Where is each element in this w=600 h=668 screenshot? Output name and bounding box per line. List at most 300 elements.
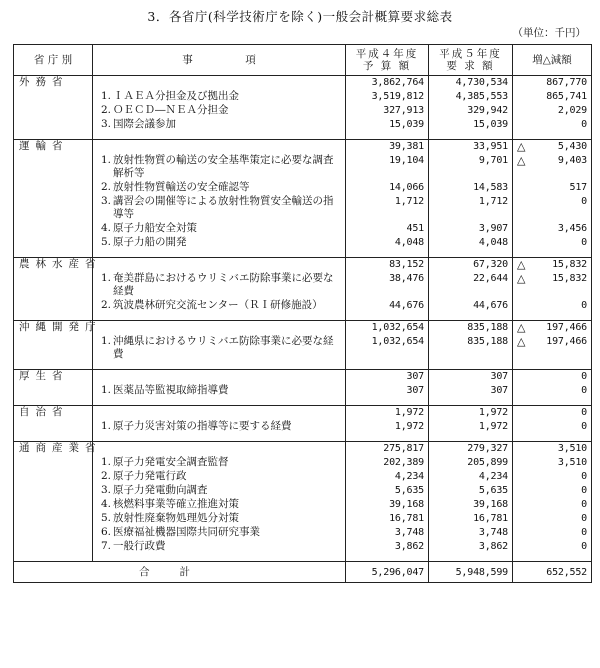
group-spacer: [14, 132, 592, 140]
diff-value: 0: [581, 407, 587, 418]
item-h5: 44,676: [429, 299, 513, 313]
diff-value: 5,430: [557, 141, 587, 152]
diff-value: 0: [581, 527, 587, 538]
decrease-triangle-icon: △: [517, 335, 526, 348]
spacer-cell: [14, 250, 93, 258]
ministry-blank: [14, 456, 93, 470]
item-number: 1.: [100, 154, 111, 166]
item-h4: 38,476: [346, 272, 429, 299]
item-h5: 4,234: [429, 470, 513, 484]
diff-cell: [513, 540, 592, 554]
ministry-blank: [14, 236, 93, 250]
item-label: [93, 470, 346, 484]
item-row: [14, 420, 592, 434]
diff-value: 15,832: [552, 259, 587, 270]
item-row: [14, 470, 592, 484]
diff-value: 197,466: [546, 322, 587, 333]
item-number: 1.: [100, 420, 111, 432]
spacer-cell: [429, 398, 513, 406]
item-row: [14, 540, 592, 554]
spacer-cell: [93, 250, 346, 258]
item-text: 放射性物質の輸送の安全基準策定に必要な調査解析等: [113, 154, 334, 179]
item-h5: 3,907: [429, 222, 513, 236]
item-row: [14, 484, 592, 498]
header-h5: [429, 45, 513, 76]
decrease-triangle-icon: △: [517, 321, 526, 334]
diff-value: 0: [581, 300, 587, 311]
item-h5: 39,168: [429, 498, 513, 512]
spacer-cell: [429, 362, 513, 370]
diff-value: 0: [581, 499, 587, 510]
spacer-cell: [346, 132, 429, 140]
ministry-item-blank: [93, 370, 346, 385]
decrease-triangle-icon: △: [517, 140, 526, 153]
item-text: 医療福祉機器国際共同研究事業: [113, 526, 260, 538]
diff-cell: [513, 442, 592, 457]
item-label: [93, 498, 346, 512]
diff-value: 0: [581, 513, 587, 524]
ministry-total-h4: 83,152: [346, 258, 429, 273]
ministry-total-h4: 3,862,764: [346, 76, 429, 91]
item-h4: 39,168: [346, 498, 429, 512]
ministry-total-h5: 33,951: [429, 140, 513, 155]
item-row: [14, 90, 592, 104]
item-number: 4.: [100, 498, 111, 510]
item-h5: 4,385,553: [429, 90, 513, 104]
item-label: [93, 195, 346, 222]
item-h5: 14,583: [429, 181, 513, 195]
ministry-blank: [14, 420, 93, 434]
decrease-triangle-icon: △: [517, 154, 526, 167]
diff-cell: [513, 272, 592, 299]
ministry-group: [14, 370, 592, 406]
ministry-total-h4: 307: [346, 370, 429, 385]
spacer-cell: [429, 132, 513, 140]
spacer-cell: [93, 434, 346, 442]
spacer-cell: [14, 398, 93, 406]
item-number: 1.: [100, 384, 111, 396]
item-text: 一般行政費: [113, 540, 166, 552]
item-text: 放射性物質輸送の安全確認等: [113, 181, 250, 193]
spacer-cell: [14, 362, 93, 370]
item-h4: 14,066: [346, 181, 429, 195]
ministry-name: 自治省: [14, 406, 93, 421]
diff-cell: [513, 512, 592, 526]
item-number: 1.: [100, 272, 111, 284]
ministry-blank: [14, 154, 93, 181]
diff-cell: [513, 236, 592, 250]
spacer-cell: [513, 398, 592, 406]
diff-cell: [513, 456, 592, 470]
document-title: 3．各省庁(科学技術庁を除く)一般会計概算要求総表: [147, 9, 453, 24]
item-text: 原子力発電行政: [113, 470, 187, 482]
item-h5: 22,644: [429, 272, 513, 299]
diff-cell: [513, 104, 592, 118]
item-row: [14, 498, 592, 512]
item-number: 7.: [100, 540, 111, 552]
spacer-cell: [346, 398, 429, 406]
diff-cell: [513, 321, 592, 336]
unit-label: （単位：千円）: [512, 27, 586, 39]
item-label: [93, 484, 346, 498]
spacer-cell: [513, 250, 592, 258]
diff-cell: [513, 299, 592, 313]
item-number: 6.: [100, 526, 111, 538]
item-row: [14, 526, 592, 540]
ministry-blank: [14, 470, 93, 484]
spacer-cell: [14, 313, 93, 321]
spacer-cell: [513, 132, 592, 140]
item-row: [14, 118, 592, 132]
item-row: [14, 222, 592, 236]
spacer-cell: [429, 250, 513, 258]
diff-value: 9,403: [557, 155, 587, 166]
item-h4: 1,712: [346, 195, 429, 222]
ministry-group: [14, 442, 592, 562]
item-row: [14, 104, 592, 118]
ministry-item-blank: [93, 442, 346, 457]
spacer-cell: [429, 554, 513, 562]
diff-cell: [513, 384, 592, 398]
diff-value: 867,770: [546, 77, 587, 88]
ministry-blank: [14, 104, 93, 118]
item-number: 2.: [100, 470, 111, 482]
item-row: [14, 384, 592, 398]
ministry-blank: [14, 526, 93, 540]
diff-value: 197,466: [546, 336, 587, 347]
ministry-total-h4: 1,032,654: [346, 321, 429, 336]
spacer-cell: [93, 362, 346, 370]
ministry-blank: [14, 195, 93, 222]
item-text: ＩＡＥＡ分担金及び拠出金: [113, 90, 239, 102]
ministry-total-row: [14, 258, 592, 273]
grand-total-section: [14, 562, 592, 583]
grand-total-h4: 5,296,047: [346, 562, 429, 583]
diff-value: 3,456: [557, 223, 587, 234]
diff-cell: [513, 484, 592, 498]
item-label: [93, 526, 346, 540]
item-label: [93, 456, 346, 470]
item-text: ＯＥＣＤ―ＮＥＡ分担金: [113, 104, 229, 116]
ministry-total-row: [14, 406, 592, 421]
budget-table: [13, 44, 592, 583]
item-label: [93, 420, 346, 434]
spacer-cell: [14, 434, 93, 442]
item-h5: 9,701: [429, 154, 513, 181]
grand-total-diff: 652,552: [513, 562, 592, 583]
item-text: 核燃料事業等確立推進対策: [113, 498, 239, 510]
spacer-cell: [346, 313, 429, 321]
spacer-cell: [93, 554, 346, 562]
diff-cell: [513, 90, 592, 104]
spacer-cell: [429, 313, 513, 321]
grand-total-label: 合計: [14, 562, 346, 583]
ministry-blank: [14, 181, 93, 195]
diff-value: 3,510: [557, 457, 587, 468]
group-spacer: [14, 362, 592, 370]
ministry-blank: [14, 335, 93, 362]
item-row: [14, 512, 592, 526]
ministry-blank: [14, 484, 93, 498]
group-spacer: [14, 554, 592, 562]
item-label: [93, 384, 346, 398]
diff-cell: [513, 140, 592, 155]
item-h4: 1,972: [346, 420, 429, 434]
item-label: [93, 181, 346, 195]
header-diff: 増△減額: [513, 45, 592, 76]
spacer-cell: [93, 313, 346, 321]
item-row: [14, 456, 592, 470]
item-h5: 15,039: [429, 118, 513, 132]
item-h4: 202,389: [346, 456, 429, 470]
spacer-cell: [513, 554, 592, 562]
ministry-total-row: [14, 321, 592, 336]
decrease-triangle-icon: △: [517, 272, 526, 285]
spacer-cell: [14, 554, 93, 562]
group-spacer: [14, 250, 592, 258]
ministry-group: [14, 406, 592, 442]
diff-cell: [513, 470, 592, 484]
ministry-total-h4: 1,972: [346, 406, 429, 421]
header-ministry: 省 庁 別: [14, 45, 93, 76]
diff-cell: [513, 420, 592, 434]
item-text: 医薬品等監視取締指導費: [113, 384, 229, 396]
item-number: 4.: [100, 222, 111, 234]
ministry-total-h5: 4,730,534: [429, 76, 513, 91]
item-label: [93, 222, 346, 236]
item-number: 5.: [100, 512, 111, 524]
diff-value: 0: [581, 471, 587, 482]
group-spacer: [14, 434, 592, 442]
item-text: 原子力発電動向調査: [113, 484, 208, 496]
ministry-total-h5: 279,327: [429, 442, 513, 457]
item-h5: 1,972: [429, 420, 513, 434]
item-h4: 44,676: [346, 299, 429, 313]
item-number: 2.: [100, 181, 111, 193]
ministry-blank: [14, 222, 93, 236]
ministry-group: [14, 140, 592, 258]
spacer-cell: [346, 434, 429, 442]
item-text: 原子力船安全対策: [113, 222, 197, 234]
ministry-total-h5: 835,188: [429, 321, 513, 336]
item-text: 原子力船の開発: [113, 236, 187, 248]
header-h5-line1: 平成５年度: [439, 48, 502, 60]
ministry-blank: [14, 118, 93, 132]
item-label: [93, 236, 346, 250]
header-h4-line1: 平成４年度: [355, 48, 419, 60]
diff-cell: [513, 498, 592, 512]
ministry-item-blank: [93, 258, 346, 273]
spacer-cell: [513, 434, 592, 442]
item-text: 放射性廃棄物処理処分対策: [113, 512, 239, 524]
item-label: [93, 118, 346, 132]
ministry-total-row: [14, 76, 592, 91]
item-label: [93, 272, 346, 299]
item-h4: 19,104: [346, 154, 429, 181]
item-h4: 3,748: [346, 526, 429, 540]
item-h4: 16,781: [346, 512, 429, 526]
diff-cell: [513, 181, 592, 195]
decrease-triangle-icon: △: [517, 258, 526, 271]
spacer-cell: [346, 362, 429, 370]
diff-cell: [513, 76, 592, 91]
ministry-total-h5: 307: [429, 370, 513, 385]
item-row: [14, 236, 592, 250]
ministry-blank: [14, 299, 93, 313]
diff-value: 0: [581, 119, 587, 130]
ministry-name: 外務省: [14, 76, 93, 91]
ministry-name: 農林水産省: [14, 258, 93, 273]
spacer-cell: [513, 362, 592, 370]
ministry-blank: [14, 384, 93, 398]
grand-total-h5: 5,948,599: [429, 562, 513, 583]
item-number: 2.: [100, 104, 111, 116]
diff-value: 0: [581, 371, 587, 382]
header-item: 事 項: [93, 45, 346, 76]
item-text: 奄美群島におけるウリミバエ防除事業に必要な経費: [113, 272, 334, 297]
ministry-total-row: [14, 442, 592, 457]
item-row: [14, 335, 592, 362]
item-text: 筑波農林研究交流センター（ＲＩ研修施設）: [113, 299, 323, 311]
item-text: 講習会の開催等による放射性物質安全輸送の指導等: [113, 195, 334, 220]
item-number: 3.: [100, 484, 111, 496]
item-number: 5.: [100, 236, 111, 248]
item-h4: 327,913: [346, 104, 429, 118]
ministry-item-blank: [93, 321, 346, 336]
item-h5: 307: [429, 384, 513, 398]
item-text: 原子力災害対策の指導等に要する経費: [113, 420, 292, 432]
ministry-blank: [14, 540, 93, 554]
ministry-total-row: [14, 370, 592, 385]
item-h5: 4,048: [429, 236, 513, 250]
item-number: 1.: [100, 335, 111, 347]
ministry-blank: [14, 90, 93, 104]
item-h4: 1,032,654: [346, 335, 429, 362]
diff-value: 3,510: [557, 443, 587, 454]
item-row: [14, 154, 592, 181]
diff-value: 0: [581, 421, 587, 432]
diff-cell: [513, 406, 592, 421]
group-spacer: [14, 398, 592, 406]
diff-value: 0: [581, 385, 587, 396]
spacer-cell: [513, 313, 592, 321]
diff-value: 0: [581, 237, 587, 248]
item-text: 国際会議参加: [113, 118, 176, 130]
item-text: 沖縄県におけるウリミバエ防除事業に必要な経費: [113, 335, 334, 360]
item-text: 原子力発電安全調査監督: [113, 456, 229, 468]
item-label: [93, 335, 346, 362]
diff-cell: [513, 195, 592, 222]
ministry-item-blank: [93, 406, 346, 421]
item-label: [93, 540, 346, 554]
item-row: [14, 272, 592, 299]
ministry-name: 運輸省: [14, 140, 93, 155]
item-h4: 15,039: [346, 118, 429, 132]
group-spacer: [14, 313, 592, 321]
item-h4: 3,862: [346, 540, 429, 554]
item-number: 3.: [100, 195, 111, 207]
spacer-cell: [346, 554, 429, 562]
item-h5: 1,712: [429, 195, 513, 222]
item-h4: 307: [346, 384, 429, 398]
diff-value: 0: [581, 196, 587, 207]
item-h5: 16,781: [429, 512, 513, 526]
ministry-total-h4: 39,381: [346, 140, 429, 155]
item-number: 1.: [100, 456, 111, 468]
item-number: 2.: [100, 299, 111, 311]
item-h4: 4,234: [346, 470, 429, 484]
ministry-total-h4: 275,817: [346, 442, 429, 457]
item-label: [93, 154, 346, 181]
item-label: [93, 299, 346, 313]
ministry-item-blank: [93, 140, 346, 155]
ministry-total-h5: 1,972: [429, 406, 513, 421]
header-row: [14, 45, 592, 76]
item-h4: 5,635: [346, 484, 429, 498]
ministry-group: [14, 321, 592, 370]
item-row: [14, 181, 592, 195]
ministry-name: 通商産業省: [14, 442, 93, 457]
ministry-name: 沖縄開発庁: [14, 321, 93, 336]
ministry-total-h5: 67,320: [429, 258, 513, 273]
header-h4: [346, 45, 429, 76]
item-h4: 4,048: [346, 236, 429, 250]
item-h5: 205,899: [429, 456, 513, 470]
diff-cell: [513, 154, 592, 181]
ministry-name: 厚生省: [14, 370, 93, 385]
item-row: [14, 299, 592, 313]
diff-value: 2,029: [557, 105, 587, 116]
spacer-cell: [346, 250, 429, 258]
item-h5: 3,748: [429, 526, 513, 540]
spacer-cell: [93, 398, 346, 406]
ministry-group: [14, 76, 592, 140]
diff-value: 517: [569, 182, 587, 193]
item-h5: 835,188: [429, 335, 513, 362]
item-h4: 451: [346, 222, 429, 236]
header-h5-line2: 要 求 額: [446, 60, 495, 72]
diff-value: 865,741: [546, 91, 587, 102]
ministry-group: [14, 258, 592, 321]
diff-cell: [513, 258, 592, 273]
diff-cell: [513, 222, 592, 236]
ministry-blank: [14, 272, 93, 299]
diff-value: 0: [581, 541, 587, 552]
ministry-blank: [14, 512, 93, 526]
item-label: [93, 90, 346, 104]
diff-cell: [513, 118, 592, 132]
item-number: 3.: [100, 118, 111, 130]
ministry-blank: [14, 498, 93, 512]
item-label: [93, 512, 346, 526]
grand-total-row: [14, 562, 592, 583]
item-number: 1.: [100, 90, 111, 102]
item-row: [14, 195, 592, 222]
header-h4-line2: 予 算 額: [362, 60, 412, 72]
item-h5: 5,635: [429, 484, 513, 498]
item-h5: 329,942: [429, 104, 513, 118]
item-label: [93, 104, 346, 118]
ministry-item-blank: [93, 76, 346, 91]
item-h4: 3,519,812: [346, 90, 429, 104]
spacer-cell: [93, 132, 346, 140]
ministry-total-row: [14, 140, 592, 155]
diff-value: 15,832: [552, 273, 587, 284]
spacer-cell: [429, 434, 513, 442]
diff-cell: [513, 335, 592, 362]
spacer-cell: [14, 132, 93, 140]
diff-cell: [513, 370, 592, 385]
